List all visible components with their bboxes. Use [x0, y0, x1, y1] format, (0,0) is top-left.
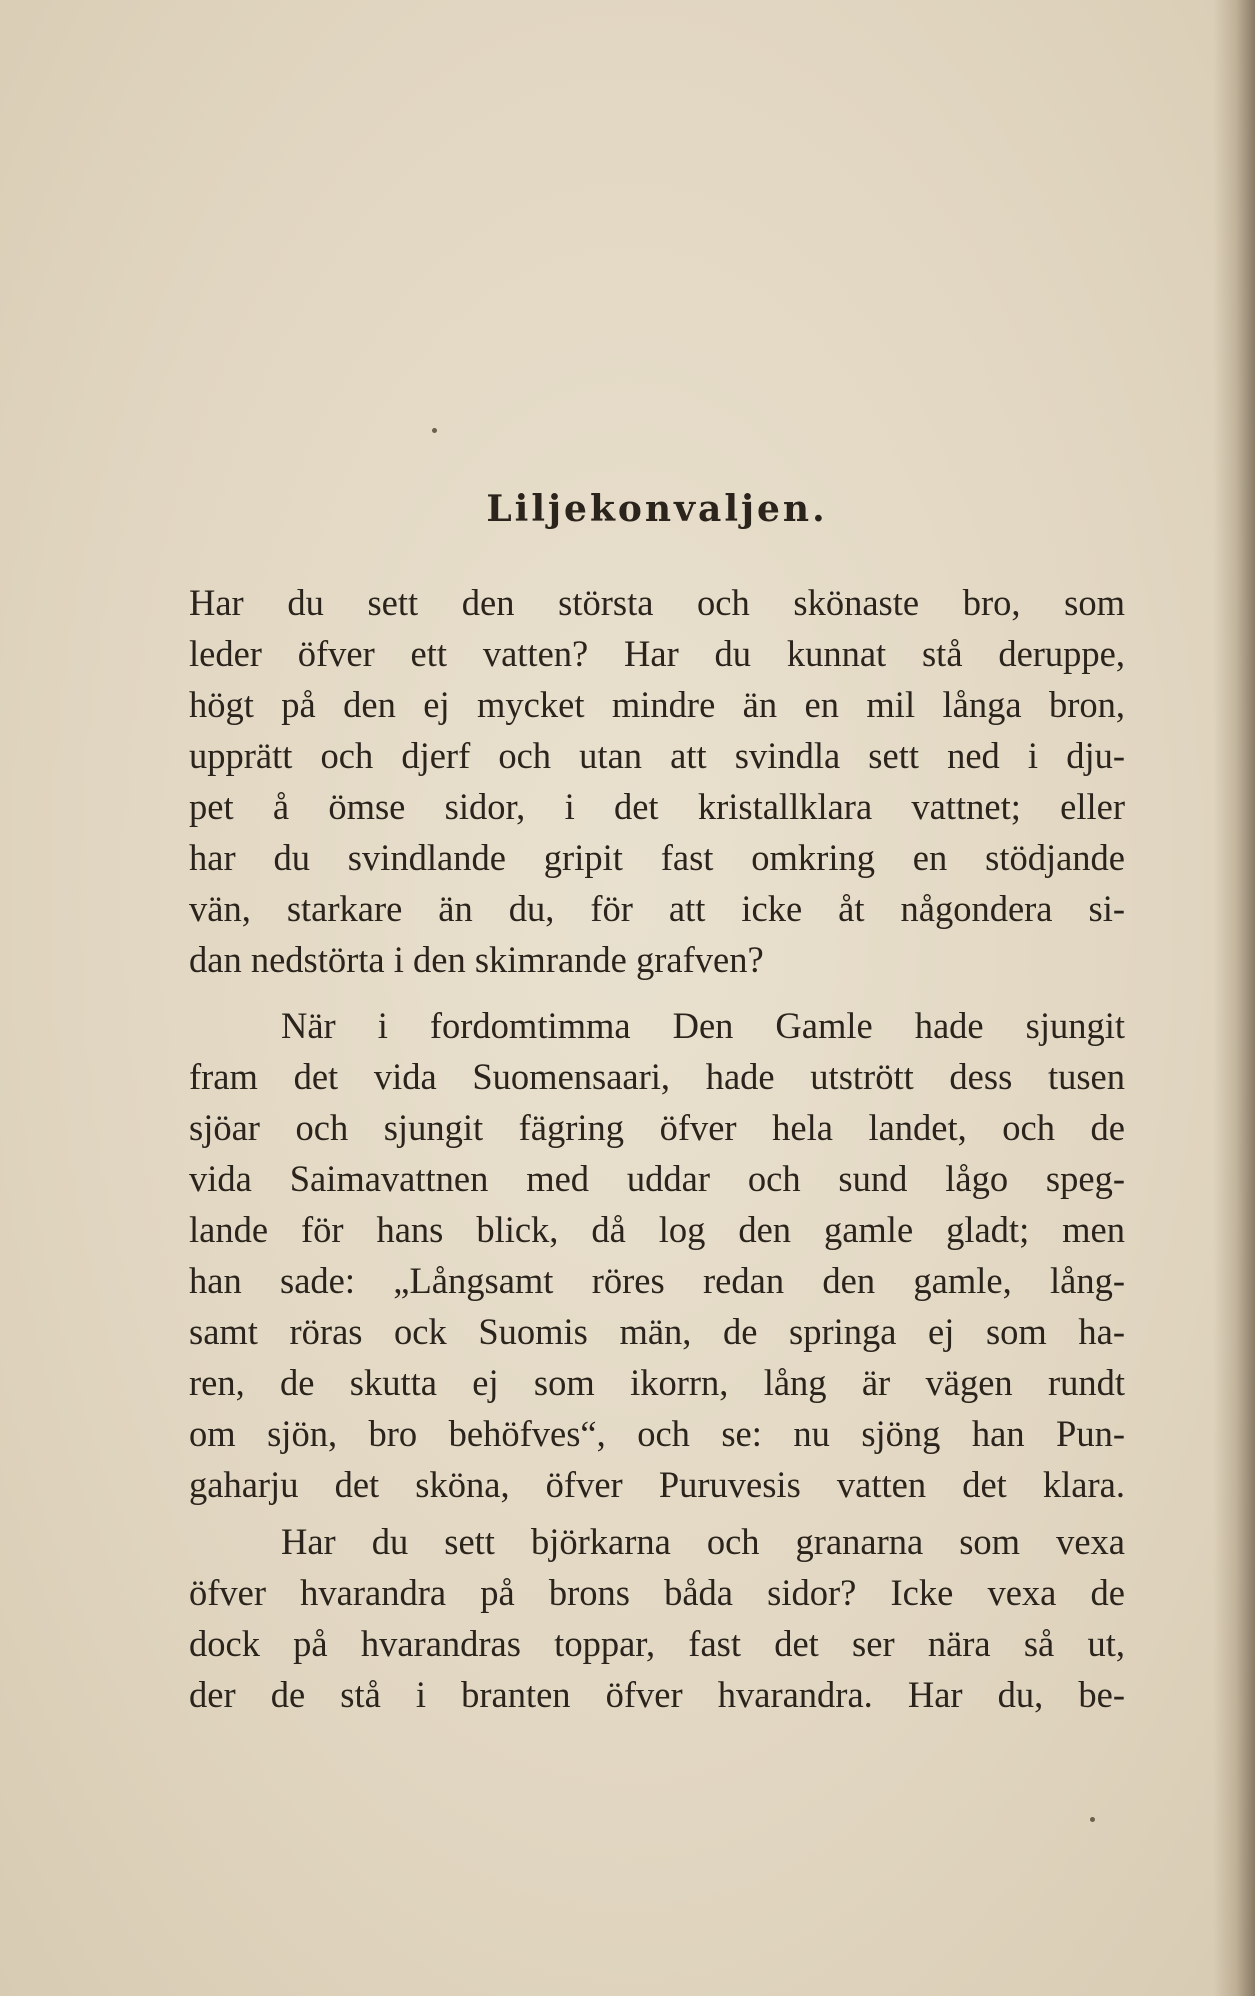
text-line: vida Saimavattnen med uddar och sund lågo speg-	[189, 1158, 1125, 1199]
text-line: har du svindlande gripit fast omkring en stödjande	[189, 837, 1125, 878]
text-line: om sjön, bro behöfves“, och se: nu sjöng han Pun-	[189, 1413, 1125, 1454]
text-line: dan nedstörta i den skimrande grafven?	[189, 939, 764, 980]
text-line: högt på den ej mycket mindre än en mil långa bron,	[189, 684, 1125, 725]
text-line: der de stå i branten öfver hvarandra. Har du, be-	[189, 1674, 1125, 1715]
text-line: sjöar och sjungit fägring öfver hela landet, och de	[189, 1107, 1125, 1148]
text-line: upprätt och djerf och utan att svindla sett ned i dju-	[189, 735, 1125, 776]
text-line: gaharju det sköna, öfver Puruvesis vatten det klara.	[189, 1464, 1125, 1505]
text-line: han sade: „Långsamt röres redan den gamle, lång-	[189, 1260, 1125, 1301]
text-line: samt röras ock Suomis män, de springa ej som ha-	[189, 1311, 1125, 1352]
text-line: öfver hvarandra på brons båda sidor? Icke vexa de	[189, 1572, 1125, 1613]
paper-speck	[432, 428, 437, 433]
text-line: pet å ömse sidor, i det kristallklara vattnet; eller	[189, 786, 1125, 827]
text-line: dock på hvarandras toppar, fast det ser nära så ut,	[189, 1623, 1125, 1664]
text-line: lande för hans blick, då log den gamle gladt; men	[189, 1209, 1125, 1250]
text-line: fram det vida Suomensaari, hade utstrött dess tusen	[189, 1056, 1125, 1097]
text-line: ren, de skutta ej som ikorrn, lång är vägen rundt	[189, 1362, 1125, 1403]
text-line: Har du sett den största och skönaste bro, som	[189, 582, 1125, 623]
spine-shadow	[1213, 0, 1255, 1996]
text-line: Har du sett björkarna och granarna som vexa	[281, 1521, 1125, 1562]
text-line: När i fordomtimma Den Gamle hade sjungit	[281, 1005, 1125, 1046]
paper-speck	[1090, 1817, 1095, 1822]
text-line: leder öfver ett vatten? Har du kunnat stå deruppe,	[189, 633, 1125, 674]
text-line: vän, starkare än du, för att icke åt någondera si-	[189, 888, 1125, 929]
chapter-title: Liljekonvaljen.	[486, 488, 828, 530]
